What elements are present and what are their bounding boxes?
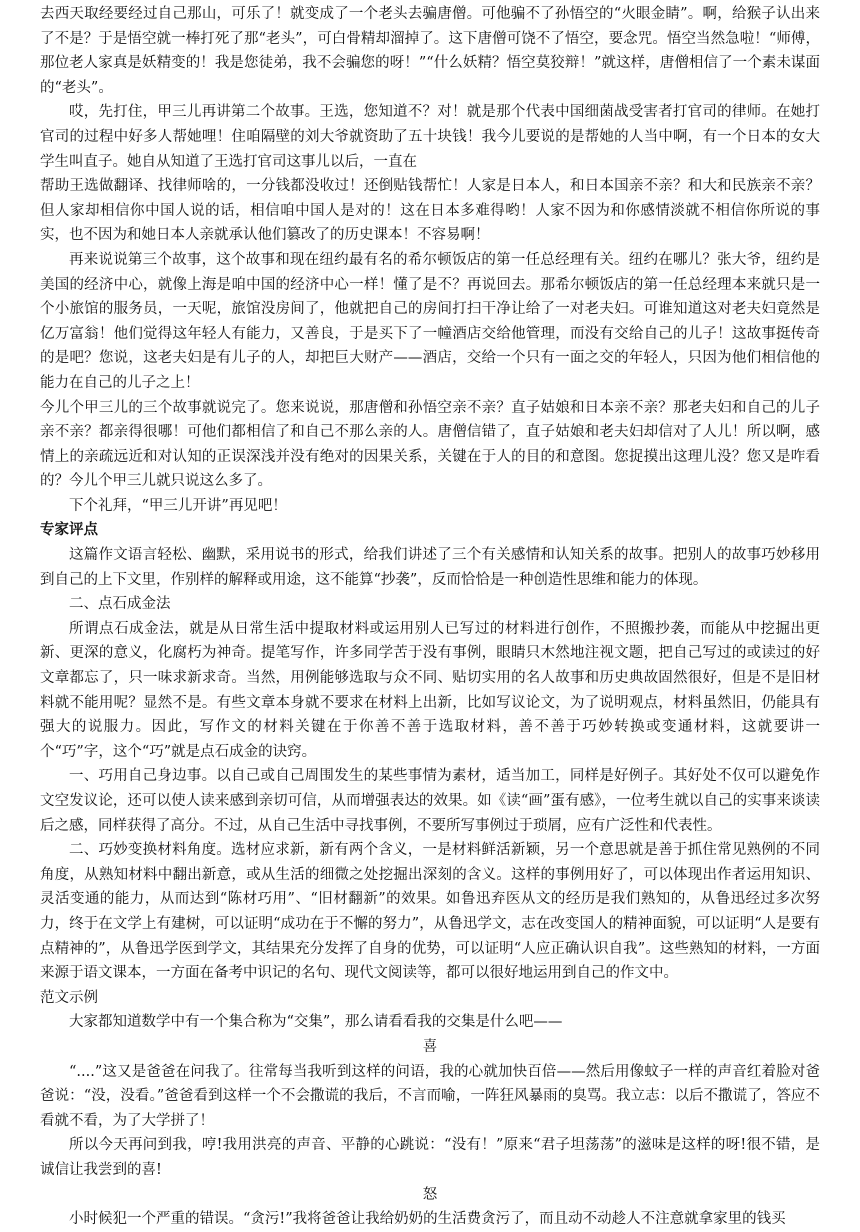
joy-paragraph-1: “....”这又是爸爸在问我了。往常每当我听到这样的问语，我的心就加快百倍——然后用像蚊子一样的声音红着脸对爸爸说：“没，没看。”爸爸看到这样一个不会撒谎的我后，不言而喻，一阵狂风暴雨的臭骂。我立志：以后不撒谎了，答应不看就不看，为了大学拼了！	[40, 1063, 820, 1129]
expert-comment-paragraph: 这篇作文语言轻松、幽默，采用说书的形式，给我们讲述了三个有关感情和认知关系的故事。把别人的故事巧妙移用到自己的上下文里，作别样的解释或用途，这不能算“抄袭”，反而恰恰是一种创造性思维和能力的体现。	[40, 547, 820, 588]
joy-paragraph-2: 所以今天再问到我，哼!我用洪亮的声音、平静的心跳说：“没有！”原来“君子坦荡荡”的滋味是这样的呀!很不错，是诚信让我尝到的喜!	[40, 1137, 820, 1178]
method-intro-paragraph: 所谓点石成金法，就是从日常生活中提取材料或运用别人已写过的材料进行创作，不照搬抄袭，而能从中挖掘出更新、更深的意义，化腐朽为神奇。提笔写作，许多同学苦于没有事例，眼睛只木然地注视文题，把自己写过的或读过的好文章都忘了，只一味求新求奇。当然，用例能够选取与众不同、贴切实用的名人故事和历史典故固然很好，但是不是旧材料就不能用呢？显然不是。有些文章本身就不要求在材料上出新，比如写议论文，为了说明观点，材料虽然旧，仍能具有强大的说服力。因此，写作文的材料关键在于你善不善于选取材料，善不善于巧妙转换或变通材料，这就要讲一个“巧”字，这个“巧”就是点石成金的诀窍。	[40, 620, 820, 760]
method-heading: 二、点石成金法	[69, 596, 171, 613]
story-paragraph-3: 再来说说第三个故事，这个故事和现在纽约最有名的希尔顿饭店的第一任总经理有关。纽约在哪儿？张大爷，纽约是美国的经济中心，就像上海是咱中国的经济中心一样！懂了是不？再说回去。那希尔顿饭店的第一任总经理本来就只是一个小旅馆的服务员，一天呢，旅馆没房间了，他就把自己的房间打扫干净让给了一对老夫妇。可谁知道这对老夫妇竟然是亿万富翁！他们觉得这年轻人有能力，又善良，于是买下了一幢酒店交给他管理，而没有交给自己的儿子！这故事挺传奇的是吧？您说，这老夫妇是有儿子的人，却把巨大财产——酒店，交给一个只有一面之交的年轻人，只因为他们相信他的能力在自己的儿子之上！	[40, 251, 820, 391]
sample-essay-heading: 范文示例	[40, 989, 98, 1006]
story-paragraph-1: 去西天取经要经过自己那山，可乐了！就变成了一个老头去骗唐僧。可他骗不了孙悟空的“火眼金睛”。啊，给猴子认出来了不是？于是悟空就一棒打死了那“老头”，可白骨精却溜掉了。这下唐僧可饶不了悟空，要念咒。悟空当然急啦！“师傅，那位老人家真是妖精变的！我是您徒弟，我不会骗您的呀！”“什么妖精？悟空莫狡辩！”就这样，唐僧相信了一个素未谋面的“老头”。	[40, 6, 820, 96]
story-paragraph-2-continued: 帮助王选做翻译、找律师啥的，一分钱都没收过！还倒贴钱帮忙！人家是日本人，和日本国亲不亲？和大和民族亲不亲？但人家却相信你中国人说的话，相信咱中国人是对的！这在日本多难得哟！人家不因为和你感情淡就不相信你所说的事实，也不因为和她日本人亲就承认他们篡改了的历史课本！不容易啊！	[40, 178, 820, 244]
anger-paragraph-1: 小时候犯一个严重的错误。“贪污!”我将爸爸让我给奶奶的生活费贪污了，而且动不动趁人不注意就拿家里的钱买	[69, 1211, 786, 1228]
sample-essay-intro: 大家都知道数学中有一个集合称为“交集”，那么请看看我的交集是什么吧——	[69, 1014, 563, 1031]
section-title-anger: 怒	[422, 1186, 438, 1203]
expert-comment-heading: 专家评点	[40, 521, 98, 539]
story-conclusion-paragraph: 今儿个甲三儿的三个故事就说完了。您来说说，那唐僧和孙悟空亲不亲？直子姑娘和日本亲不亲？那老夫妇和自己的儿子亲不亲？都亲得很哪！可他们都相信了和自己不那么亲的人。唐僧信错了，直子姑娘和老夫妇却信对了人儿！所以啊，感情上的亲疏远近和对认知的正误深浅并没有绝对的因果关系，关键在于人的目的和意图。您捉摸出这理儿没？您又是咋看的？今儿个甲三儿就只说这么多了。	[40, 399, 820, 490]
method-point-1-paragraph: 一、巧用自己身边事。以自己或自己周围发生的某些事情为素材，适当加工，同样是好例子。其好处不仅可以避免作文空发议论，还可以使人读来感到亲切可信，从而增强表达的效果。如《读“画”蛋有感》，一位考生就以自己的实事来谈读后之感，同样获得了高分。不过，从自己生活中寻找事例，不要所写事例过于琐屑，应有广泛性和代表性。	[40, 768, 820, 834]
story-farewell-paragraph: 下个礼拜，“甲三儿开讲”再见吧！	[69, 497, 287, 514]
story-paragraph-2: 哎，先打住，甲三儿再讲第二个故事。王选，您知道不？对！就是那个代表中国细菌战受害者打官司的律师。在她打官司的过程中好多人帮她哩！住咱隔壁的刘大爷就资助了五十块钱！我今儿要说的是帮她的人当中啊，有一个日本的女大学生叫直子。她自从知道了王选打官司这事儿以后，一直在	[40, 104, 820, 170]
method-point-2-paragraph: 二、巧妙变换材料角度。选材应求新，新有两个含义，一是材料鲜活新颖，另一个意思就是善于抓住常见熟例的不同角度，从熟知材料中翻出新意，或从生活的细微之处挖掘出深刻的含义。这样的事例用好了，可以体现出作者运用知识、灵活变通的能力，从而达到“陈材巧用”、“旧材翻新”的效果。如鲁迅弃医从文的经历是我们熟知的，从鲁迅经过多次努力，终于在文学上有建树，可以证明“成功在于不懈的努力”，从鲁迅学文，志在改变国人的精神面貌，可以证明“人是要有点精神的”，从鲁迅学医到学文，其结果充分发挥了自身的优势，可以证明“人应正确认识自我”。这些熟知的材料，一方面来源于语文课本，一方面在备考中识记的名句、现代文阅读等，都可以很好地运用到自己的作文中。	[40, 842, 820, 982]
section-title-joy: 喜	[422, 1038, 438, 1055]
